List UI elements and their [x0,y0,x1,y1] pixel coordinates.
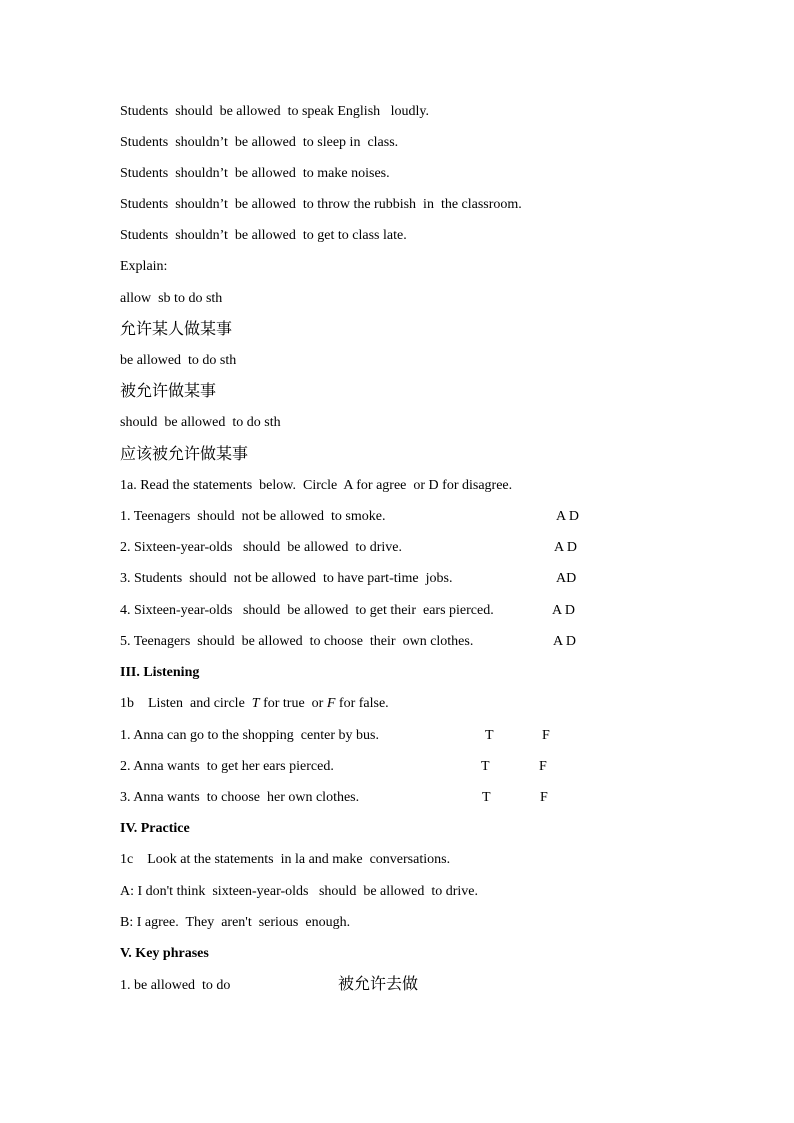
listening-item: 3. Anna wants to choose her own clothes. [120,790,360,805]
explain-phrase-cn: 应该被允许做某事 [120,444,249,463]
statement-line: Students shouldn’t be allowed to make noises. [120,166,390,181]
true-option: T [485,728,494,743]
task-1a-item: 4. Sixteen-year-olds should be allowed to get their ears pierced. [120,603,494,618]
task-1a-instruction: 1a. Read the statements below. Circle A for agree or D for disagree. [120,478,513,493]
statement-line: Students should be allowed to speak English loudly. [120,104,430,119]
listening-heading: III. Listening [120,665,200,680]
explain-heading: Explain: [120,259,168,274]
task-1a-answer: A D [554,540,577,555]
explain-phrase-en: allow sb to do sth [120,291,223,306]
statement-line: Students shouldn’t be allowed to get to class late. [120,228,407,243]
task-1a-answer: A D [556,509,579,524]
listening-instruction [120,695,389,713]
explain-phrase-cn: 允许某人做某事 [120,319,233,338]
practice-instruction: 1c Look at the statements in la and make conversations. [120,852,451,867]
instruction-text: 1b Listen and circle [120,696,252,711]
explain-phrase-cn: 被允许做某事 [120,381,217,400]
task-1a-item: 3. Students should not be allowed to have part-time jobs. [120,571,453,586]
false-option: F [540,790,548,805]
instruction-text: for false. [335,696,389,711]
task-1a-answer: AD [556,571,577,586]
false-option: F [542,728,550,743]
explain-phrase-en: should be allowed to do sth [120,415,281,430]
practice-heading: IV. Practice [120,821,190,836]
task-1a-item: 5. Teenagers should be allowed to choose their own clothes. [120,634,474,649]
instruction-text: for true or [259,696,327,711]
task-1a-answer: A D [552,603,575,618]
key-phrase-en: 1. be allowed to do [120,978,231,993]
instruction-false-letter: F [326,696,336,711]
statement-line: Students shouldn’t be allowed to throw the rubbish in the classroom. [120,197,522,212]
conversation-line: A: I don't think sixteen-year-olds should be allowed to drive. [120,884,479,899]
instruction-true-letter: T [251,696,260,711]
true-option: T [482,790,491,805]
key-phrases-heading: V. Key phrases [120,946,209,961]
true-option: T [481,759,490,774]
listening-item: 2. Anna wants to get her ears pierced. [120,759,334,774]
listening-item: 1. Anna can go to the shopping center by bus. [120,728,379,743]
task-1a-item: 1. Teenagers should not be allowed to smoke. [120,509,386,524]
task-1a-item: 2. Sixteen-year-olds should be allowed to drive. [120,540,402,555]
key-phrase-cn: 被允许去做 [338,974,419,993]
conversation-line: B: I agree. They aren't serious enough. [120,915,351,930]
statement-line: Students shouldn’t be allowed to sleep in class. [120,135,399,150]
explain-phrase-en: be allowed to do sth [120,353,237,368]
false-option: F [539,759,547,774]
task-1a-answer: A D [553,634,576,649]
